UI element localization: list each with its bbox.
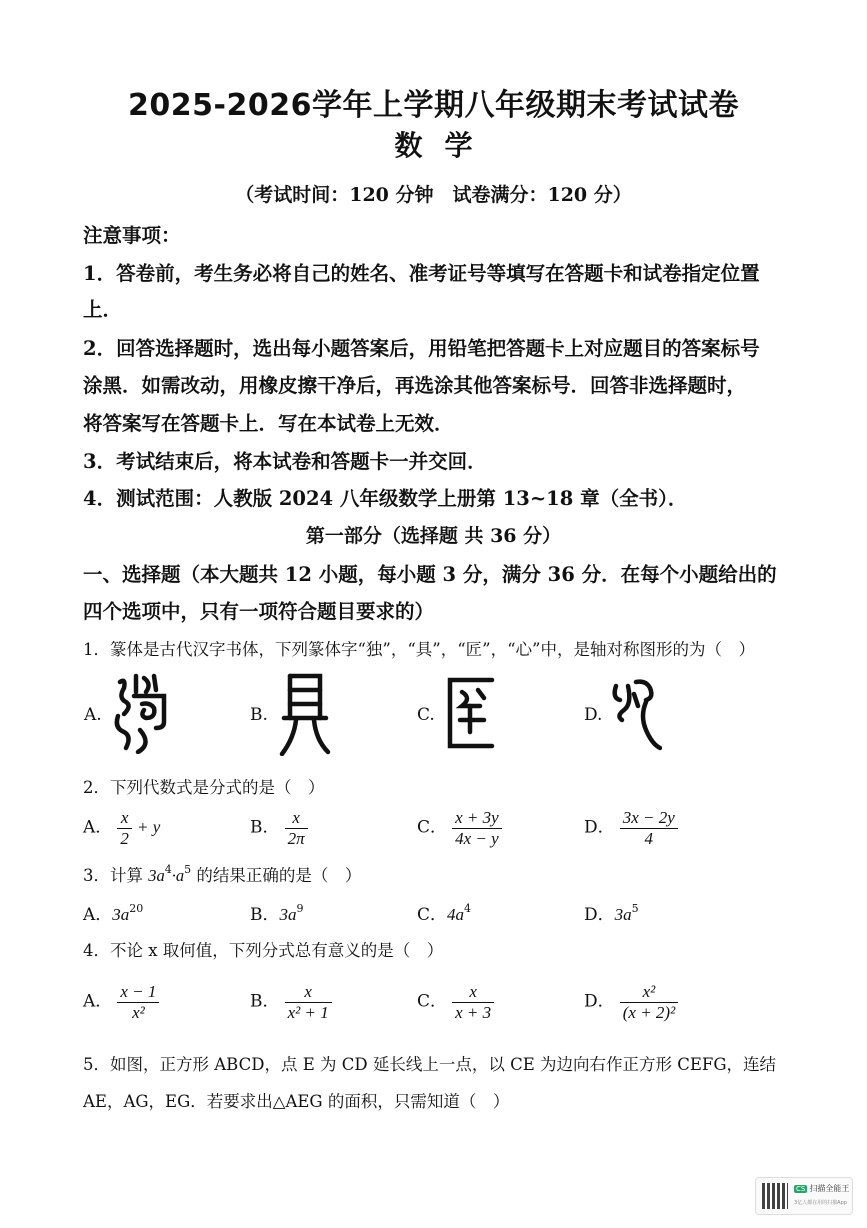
q3-option-b-label: B． [250, 905, 280, 925]
notes-item-1-line-2: 上． [83, 298, 123, 321]
seal-ju-icon [278, 672, 332, 756]
q2-a-tail: + y [136, 817, 161, 837]
q2-a-num: x [117, 808, 132, 829]
q2-option-b-label: B． [250, 817, 280, 838]
q3-d-base: 3a [614, 905, 632, 924]
q4-b-fraction [285, 982, 332, 1022]
q2-c-fraction [452, 808, 502, 848]
q1-option-a-label: A. [84, 705, 102, 725]
q1-stem: 1．篆体是古代汉字书体，下列篆体字“独”，“具”，“匠”，“心”中，是轴对称图形的为（ ） [83, 640, 755, 659]
exam-title: 2025-2026学年上学期八年级期末考试试卷 [128, 88, 739, 123]
q3-a-exp: 20 [129, 902, 144, 915]
q4-a-fraction [117, 982, 159, 1022]
part1-heading: 第一部分（选择题 共 36 分） [305, 525, 562, 547]
notes-item-1-line-1: 1．答卷前，考生务必将自己的姓名、准考证号等填写在答题卡和试卷指定位置 [83, 262, 760, 285]
q2-b-fraction [285, 808, 308, 848]
q4-option-a-label: A． [83, 991, 113, 1012]
q4-b-den: x² + 1 [287, 1002, 329, 1022]
q3-b-base: 3a [279, 905, 297, 924]
q2-d-num: 3x − 2y [620, 808, 678, 829]
q3-stem-exp1: 4 [164, 863, 172, 876]
seal-du-icon [112, 672, 174, 754]
q4-c-den: x + 3 [455, 1002, 492, 1022]
q4-option-b[interactable] [250, 982, 332, 1022]
seal-xin-icon [610, 676, 662, 754]
q3-option-d-label: D． [584, 905, 615, 925]
q4-d-den: (x + 2)² [622, 1002, 676, 1022]
notes-item-2-line-2: 涂黑．如需改动，用橡皮擦干净后，再选涂其他答案标号．回答非选择题时， [83, 374, 747, 397]
subject-title: 数学 [394, 129, 495, 162]
notes-heading: 注意事项： [83, 224, 181, 247]
notes-item-2-line-1: 2．回答选择题时，选出每小题答案后，用铅笔把答题卡上对应题目的答案标号 [83, 337, 760, 360]
q3-stem-post: 的结果正确的是（ ） [191, 866, 362, 885]
q1-option-c-label: C. [417, 705, 435, 725]
q3-b-exp: 9 [296, 902, 304, 915]
q4-d-fraction [620, 982, 678, 1022]
watermark-badge: CS [796, 1185, 806, 1193]
q5-line-1: 5．如图，正方形 ABCD，点 E 为 CD 延长线上一点，以 CE 为边向右作正方形 CEFG，连结 [83, 1055, 777, 1074]
exam-info: （考试时间：120 分钟 试卷满分：120 分） [235, 184, 632, 206]
q3-stem-expr: 3a [148, 866, 165, 885]
q2-b-num: x [285, 808, 308, 829]
section-heading-line-1: 一、选择题（本大题共 12 小题，每小题 3 分，满分 36 分．在每个小题给出的 [83, 563, 777, 586]
q1-option-b-label: B. [250, 705, 268, 725]
q4-stem: 4．不论 x 取何值，下列分式总有意义的是（ ） [83, 941, 444, 960]
watermark-sub: 3亿人都在用的扫描App [794, 1200, 847, 1206]
q2-option-c[interactable] [417, 808, 502, 848]
q3-option-c[interactable] [417, 900, 471, 925]
q2-stem: 2．下列代数式是分式的是（ ） [83, 778, 325, 797]
q3-option-a[interactable] [83, 900, 143, 925]
q3-c-base: 4a [447, 905, 465, 924]
q2-option-c-label: C． [417, 817, 448, 838]
seal-jiang-icon [444, 676, 496, 750]
qr-code-icon [762, 1183, 788, 1209]
watermark-brand-text: 扫描全能王 [809, 1184, 850, 1193]
q4-c-fraction [452, 982, 494, 1022]
q3-option-a-label: A． [83, 905, 113, 925]
q3-stem-mid: ·a [171, 866, 185, 885]
q2-option-a-label: A． [83, 817, 113, 838]
q2-b-den: 2π [287, 828, 305, 848]
q4-option-a[interactable] [83, 982, 159, 1022]
q3-d-exp: 5 [631, 902, 639, 915]
q4-d-num: x² [620, 982, 678, 1003]
notes-item-3: 3．考试结束后，将本试卷和答题卡一并交回． [83, 450, 487, 473]
notes-item-2-line-3: 将答案写在答题卡上．写在本试卷上无效． [83, 412, 454, 435]
q2-option-d[interactable] [584, 808, 678, 848]
q3-a-base: 3a [112, 905, 130, 924]
q4-c-num: x [452, 982, 494, 1003]
q3-c-exp: 4 [464, 902, 472, 915]
q2-option-b[interactable] [250, 808, 308, 848]
watermark-brand [794, 1183, 849, 1194]
q2-c-num: x + 3y [452, 808, 502, 829]
q4-option-d-label: D． [584, 991, 615, 1012]
q4-a-num: x − 1 [117, 982, 159, 1003]
scanner-watermark [755, 1177, 853, 1215]
q4-b-num: x [285, 982, 332, 1003]
q3-stem [83, 862, 361, 886]
q4-a-den: x² [132, 1002, 145, 1022]
q3-option-c-label: C． [417, 905, 448, 925]
q2-c-den: 4x − y [455, 828, 499, 848]
q4-option-b-label: B． [250, 991, 280, 1012]
q3-stem-pre: 3．计算 [83, 866, 149, 885]
q2-d-den: 4 [644, 828, 654, 848]
notes-item-4: 4．测试范围：人教版 2024 八年级数学上册第 13~18 章（全书）． [83, 487, 688, 510]
q4-option-d[interactable] [584, 982, 678, 1022]
q5-line-2: AE，AG，EG．若要求出△AEG 的面积，只需知道（ ） [83, 1092, 510, 1111]
q3-stem-exp2: 5 [184, 863, 192, 876]
q2-option-d-label: D． [584, 817, 615, 838]
q2-a-fraction [117, 808, 132, 848]
section-heading-line-2: 四个选项中，只有一项符合题目要求的） [83, 600, 435, 623]
q3-option-d[interactable] [584, 900, 639, 925]
q2-a-den: 2 [120, 828, 129, 848]
q4-option-c[interactable] [417, 982, 494, 1022]
q2-d-fraction [620, 808, 678, 848]
q3-option-b[interactable] [250, 900, 304, 925]
q1-option-d-label: D. [584, 705, 603, 725]
q4-option-c-label: C． [417, 991, 448, 1012]
q2-option-a[interactable] [83, 808, 160, 848]
